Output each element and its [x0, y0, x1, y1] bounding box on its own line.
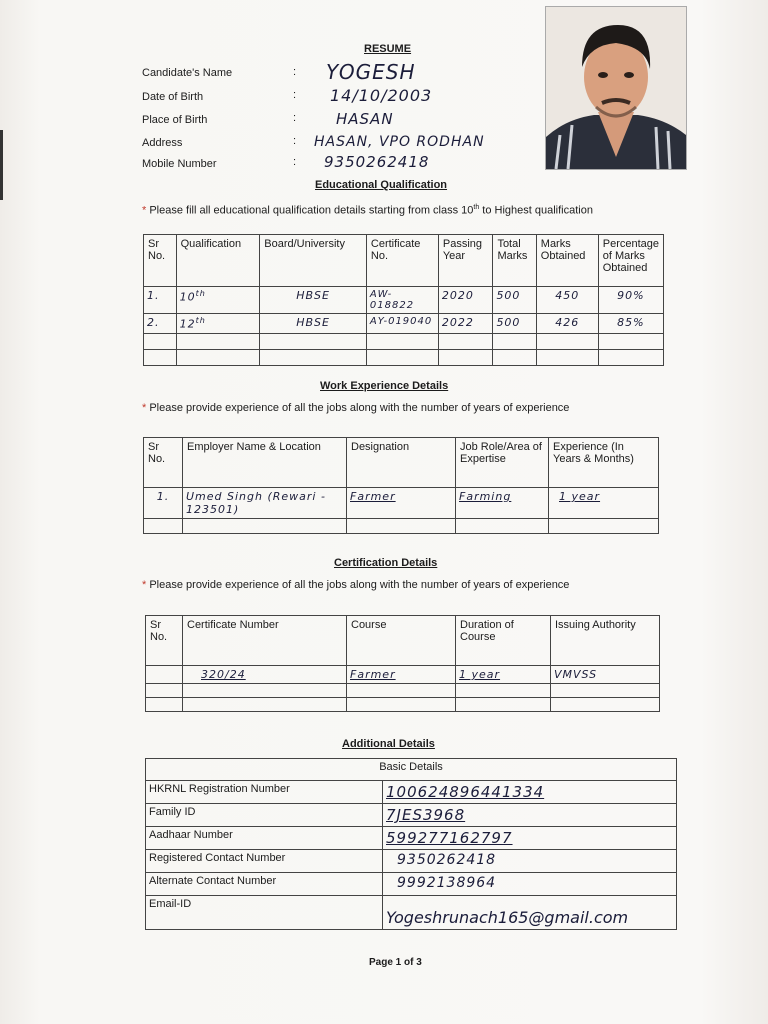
name-label: Candidate's Name [142, 67, 233, 79]
table-row [144, 333, 664, 349]
table-row: Alternate Contact Number 9992138964 [146, 873, 677, 896]
additional-table [145, 758, 677, 930]
certification-header-row: Sr No. Certificate Number Course Duration of Course Issuing Authority [146, 616, 660, 666]
scan-edge [0, 130, 3, 200]
candidate-photo [545, 6, 687, 170]
table-row: 320/24 Farmer 1 year VMVSS [146, 666, 660, 684]
address-value: HASAN, VPO RODHAN [314, 134, 485, 150]
resume-title: RESUME [364, 43, 412, 55]
table-row [146, 684, 660, 698]
table-row [144, 519, 659, 534]
basic-details-header: Basic Details [146, 759, 677, 781]
name-value: YOGESH [326, 60, 416, 84]
education-table [143, 234, 664, 366]
pob-sep: : [293, 112, 297, 124]
col-board: Board/University [260, 235, 367, 287]
dob-sep: : [293, 89, 297, 101]
col-obtained: Marks Obtained [536, 235, 598, 287]
name-sep: : [293, 66, 297, 78]
table-row: HKRNL Registration Number 100624896441334 [146, 781, 677, 804]
col-year: Passing Year [438, 235, 493, 287]
address-sep: : [293, 135, 297, 147]
basic-details-row [146, 759, 677, 781]
certification-table [145, 615, 660, 712]
col-certificate: Certificate No. [366, 235, 438, 287]
table-row: Family ID 7JES3968 [146, 804, 677, 827]
note-star: * [142, 204, 147, 217]
certification-note: * Please provide experience of all the jobs along with the number of years of experience [142, 579, 570, 591]
additional-title: Additional Details [342, 738, 435, 750]
table-row: Aadhaar Number 599277162797 [146, 827, 677, 850]
col-percentage: Percentage of Marks Obtained [598, 235, 663, 287]
address-label: Address [142, 137, 183, 149]
table-row: Email-ID Yogeshrunach165@gmail.com [146, 896, 677, 930]
table-row [146, 698, 660, 712]
dob-label: Date of Birth [142, 91, 204, 103]
mobile-value: 9350262418 [324, 153, 430, 171]
table-row: 2. 12th HBSE AY-019040 2022 500 426 85% [144, 314, 664, 334]
pob-label: Place of Birth [142, 114, 208, 126]
note-star: * [142, 402, 147, 414]
mobile-sep: : [293, 156, 297, 168]
education-header-row [144, 235, 664, 287]
col-sr: Sr No. [144, 235, 177, 287]
work-note: * Please provide experience of all the jobs along with the number of years of experience [142, 402, 570, 414]
table-row [144, 349, 664, 365]
dob-value: 14/10/2003 [330, 86, 433, 105]
note-star: * [142, 579, 147, 591]
education-title: Educational Qualification [315, 179, 448, 191]
education-note: * Please fill all educational qualification details starting from class 10th to Highest qualification [142, 204, 593, 217]
candidate-photo-drawing [546, 7, 686, 169]
col-total: Total Marks [493, 235, 536, 287]
work-header-row: Sr No. Employer Name & Location Designation Job Role/Area of Expertise Experience (In Years & Months) [144, 438, 659, 488]
table-row: Registered Contact Number 9350262418 [146, 850, 677, 873]
table-row: 1. 10th HBSE AW-018822 2020 500 450 90% [144, 287, 664, 314]
mobile-label: Mobile Number [142, 158, 217, 170]
work-title: Work Experience Details [320, 380, 449, 392]
work-table [143, 437, 659, 534]
col-qualification: Qualification [176, 235, 260, 287]
page-number: Page 1 of 3 [369, 957, 422, 968]
pob-value: HASAN [336, 110, 394, 128]
certification-title: Certification Details [334, 557, 438, 569]
table-row: 1. Umed Singh (Rewari - 123501) Farmer Farming 1 year [144, 488, 659, 519]
